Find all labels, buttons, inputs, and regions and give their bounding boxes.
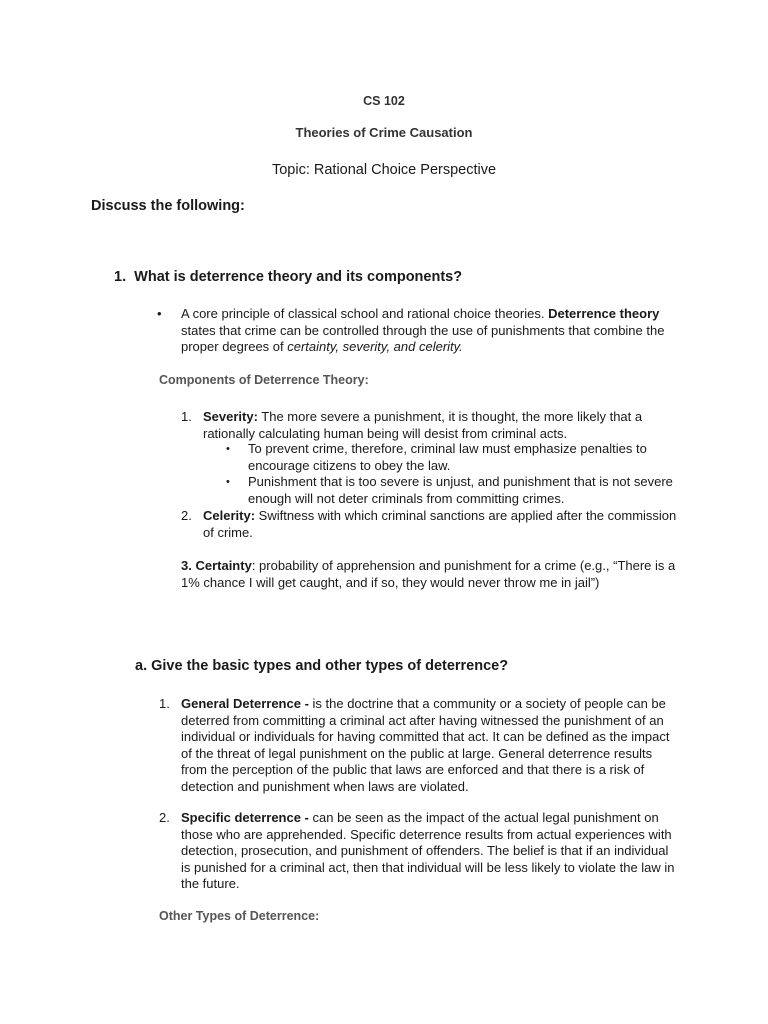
celerity-number: 2. [181, 508, 192, 523]
specific-deterrence-text: can be seen as the impact of the actual legal punishment on those who are apprehended. Specific deterrence results from actual experiences with detection, prosecution, and punishment of offenders. The belief is that if an individual is punished for a criminal act, then that individual will be less likely to violate the law in the future. [181, 810, 675, 891]
severity-item [203, 409, 683, 442]
certainty-item [181, 558, 681, 591]
deterrence-intro [181, 306, 681, 356]
course-code: CS 102 [363, 94, 405, 108]
question-1-text: What is deterrence theory and its components? [134, 269, 463, 285]
celerity-text: Swiftness with which criminal sanctions are applied after the commission of crime. [203, 508, 677, 540]
intro-text-mid: states that crime can be controlled through the use of punishments that combine the proper degrees of [181, 322, 665, 354]
specific-deterrence-number: 2. [159, 810, 170, 825]
certainty-label: 3. Certainty [181, 558, 252, 573]
sub-bullet-marker: • [226, 476, 230, 488]
general-deterrence-label: General Deterrence - [181, 696, 309, 711]
discuss-heading: Discuss the following: [91, 198, 245, 214]
specific-deterrence-item [181, 810, 681, 893]
topic-title: Topic: Rational Choice Perspective [271, 162, 497, 178]
general-deterrence-number: 1. [159, 696, 170, 711]
specific-deterrence-label: Specific deterrence - [181, 810, 309, 825]
intro-text-start: A core principle of classical school and rational choice theories. [181, 306, 549, 321]
question-1-number: 1. [114, 269, 127, 285]
subject-title: Theories of Crime Causation [295, 125, 473, 140]
certainty-text: : probability of apprehension and punishment for a crime (e.g., “There is a 1% chance I will get caught, and if so, they would never throw me in jail”) [181, 558, 676, 590]
sub-bullet-marker: • [226, 443, 230, 455]
bullet-marker: • [157, 306, 162, 321]
celerity-item [203, 508, 683, 541]
severity-number: 1. [181, 409, 192, 424]
severity-text: The more severe a punishment, it is thought, the more likely that a rationally calculating human being will desist from criminal acts. [203, 409, 643, 441]
general-deterrence-item [181, 696, 681, 795]
celerity-label: Celerity: [203, 508, 256, 523]
intro-bold-term: Deterrence theory [548, 306, 660, 321]
components-heading: Components of Deterrence Theory: [159, 373, 369, 387]
general-deterrence-text: is the doctrine that a community or a society of people can be deterred from committing a criminal act after having witnessed the punishment of an individual or individuals for having committed that act. It can be defined as the impact of the threat of legal punishment on the public at large. General deterrence results from the perception of the public that laws are enforced and that there is a risk of detection and punishment when laws are violated. [181, 696, 670, 794]
question-a: a. Give the basic types and other types of deterrence? [135, 658, 509, 674]
severity-label: Severity: [203, 409, 258, 424]
other-types-heading: Other Types of Deterrence: [159, 909, 320, 923]
severity-sub-point-1: To prevent crime, therefore, criminal law must emphasize penalties to encourage citizens to obey the law. [248, 441, 647, 473]
intro-italic-terms: certainty, severity, and celerity. [287, 339, 463, 354]
question-1 [114, 269, 462, 285]
severity-sub-point-2: Punishment that is too severe is unjust, and punishment that is not severe enough will not deter criminals from committing crimes. [248, 474, 673, 506]
